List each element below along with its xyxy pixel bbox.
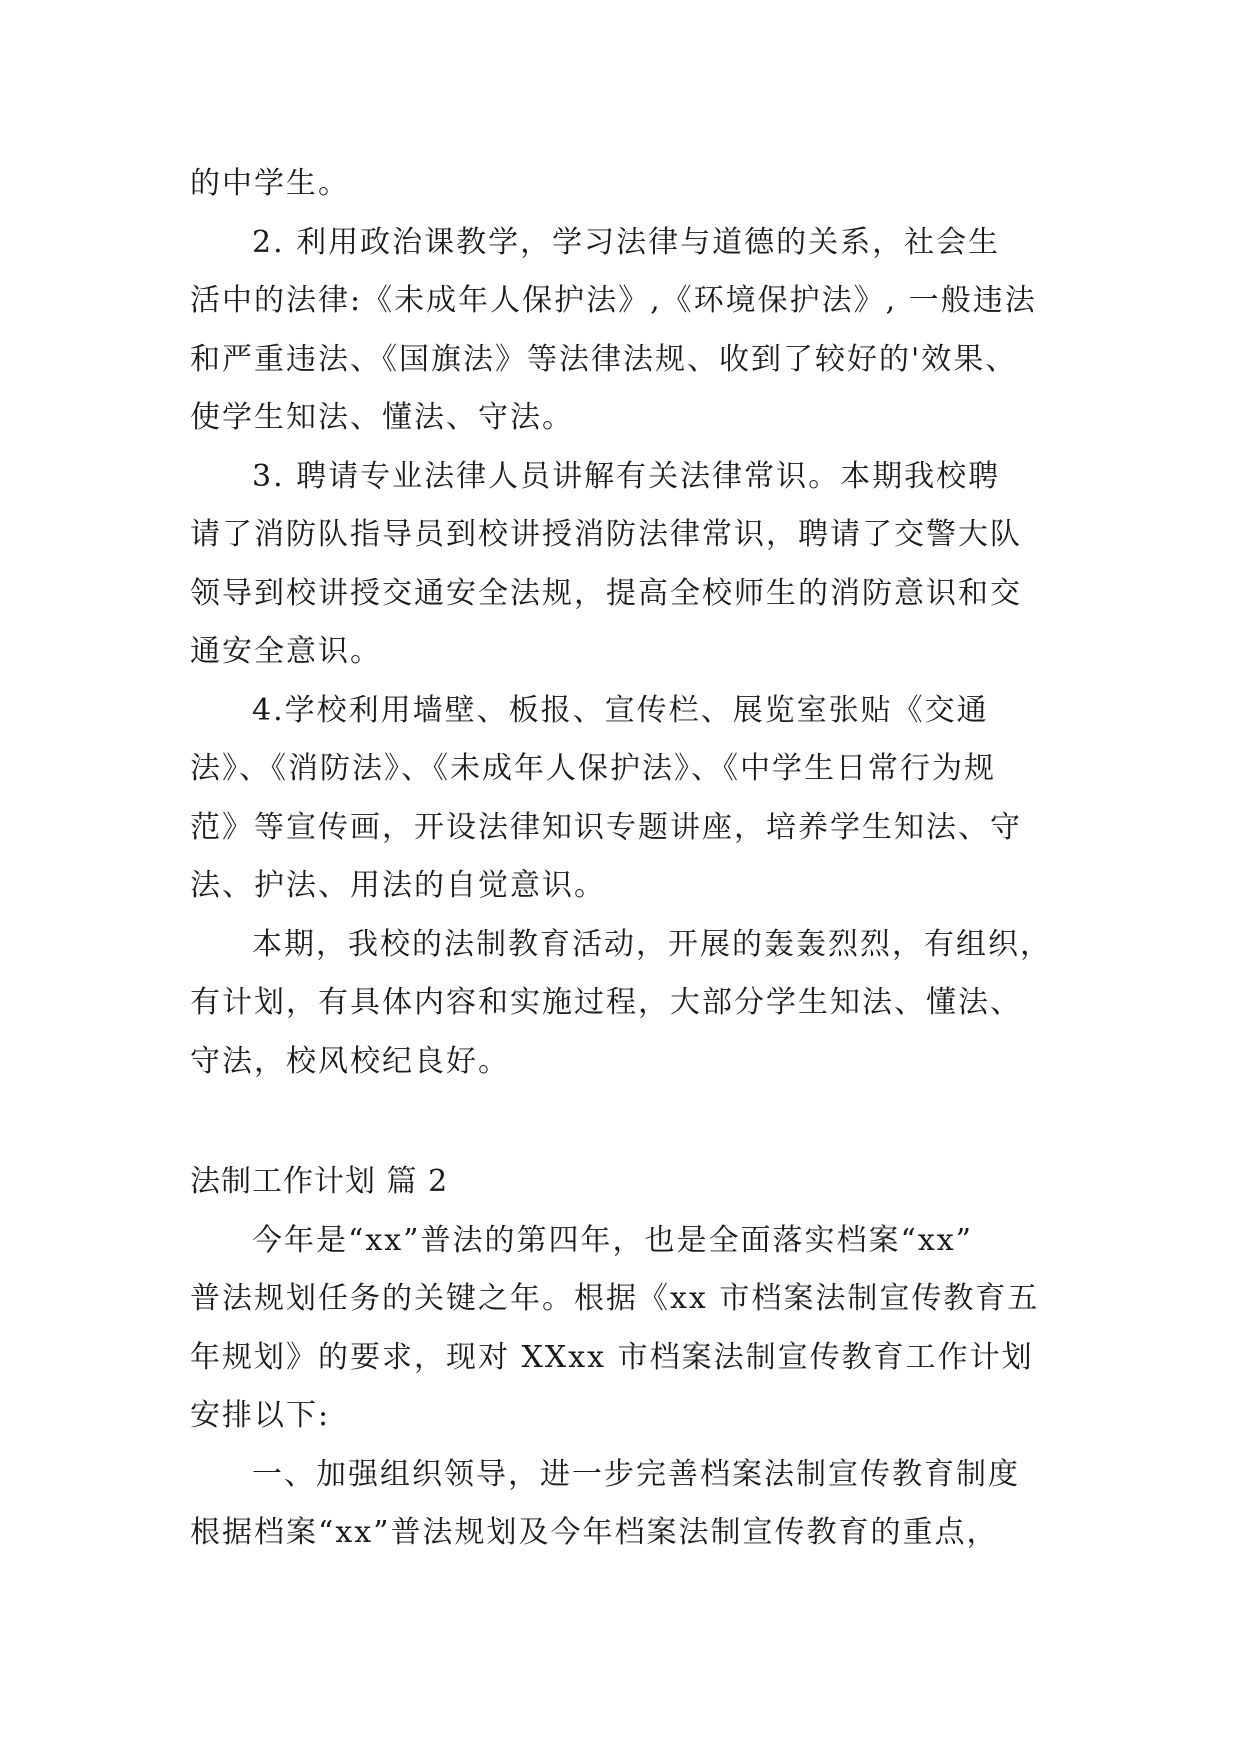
text-line: 安排以下:	[190, 1398, 331, 1433]
text-line: 守法，校风校纪良好。	[190, 1043, 510, 1079]
text-line: 本期，我校的法制教育活动，开展的轰轰烈烈，有组织，	[252, 926, 1052, 962]
text-line: 年规划》的要求，现对 XXxx 市档案法制宣传教育工作计划	[190, 1339, 1034, 1375]
text-line: 有计划，有具体内容和实施过程，大部分学生知法、懂法、	[190, 985, 1022, 1020]
text-line: 根据档案“xx”普法规划及今年档案法制宣传教育的重点，	[190, 1515, 999, 1550]
text-line: 和严重违法、《国旗法》等法律法规、收到了较好的'效果、	[190, 341, 1018, 377]
text-line: 使学生知法、懂法、守法。	[190, 400, 574, 435]
text-line: 领导到校讲授交通安全法规，提高全校师生的消防意识和交	[190, 575, 1022, 611]
text-line: 通安全意识。	[190, 634, 382, 669]
text-line: 活中的法律:《未成年人保护法》,《环境保护法》, 一般违法	[190, 283, 1037, 318]
section-gap	[190, 1091, 1080, 1153]
text-line: 3. 聘请专业法律人员讲解有关法律常识。本期我校聘	[252, 458, 1001, 494]
text-line: 法》、《消防法》、《未成年人保护法》、《中学生日常行为规	[190, 751, 996, 786]
text-line: 法、护法、用法的自觉意识。	[190, 868, 606, 903]
text-line: 2. 利用政治课教学，学习法律与道德的关系，社会生	[252, 224, 1001, 260]
text-line: 请了消防队指导员到校讲授消防法律常识，聘请了交警大队	[190, 517, 1022, 552]
text-line: 今年是“xx”普法的第四年，也是全面落实档案“xx”	[252, 1222, 974, 1258]
text-line: 普法规划任务的关键之年。根据《xx 市档案法制宣传教育五	[190, 1281, 1040, 1316]
section-heading: 法制工作计划 篇 2	[190, 1164, 449, 1199]
text-line: 的中学生。	[190, 166, 350, 201]
text-line: 一、加强组织领导，进一步完善档案法制宣传教育制度	[252, 1456, 1020, 1492]
document-body	[190, 155, 1080, 1563]
text-line: 4.学校利用墙壁、板报、宣传栏、展览室张贴《交通	[252, 692, 989, 728]
text-line: 范》等宣传画，开设法律知识专题讲座，培养学生知法、守	[190, 809, 1022, 845]
